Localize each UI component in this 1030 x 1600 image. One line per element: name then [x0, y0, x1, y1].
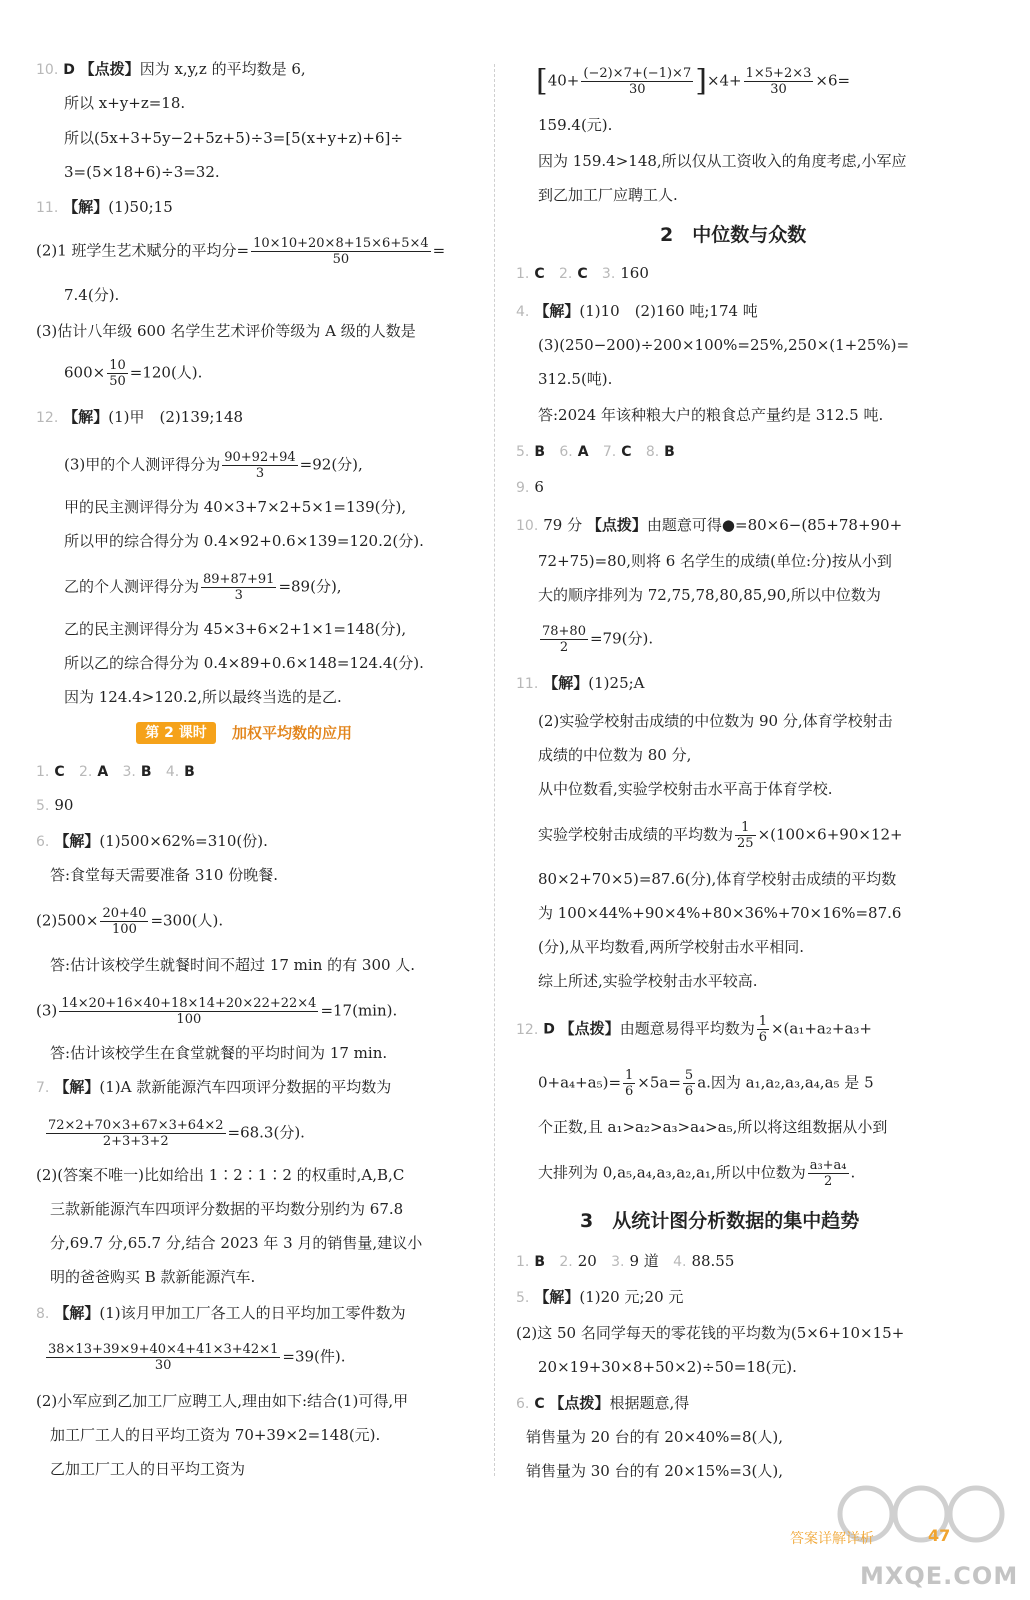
fraction: $\frac{78+80}{2}$ — [542, 624, 586, 655]
right-answer-row-3: 1. B 2. 20 3. 9 道 4. 88.55 — [516, 1252, 735, 1270]
q6-line-4: 答:估计该校学生就餐时间不超过 17 min 的有 300 人. — [50, 956, 416, 974]
q12-line-3: 甲的民主测评得分为 40×3+7×2+5×1=139(分), — [64, 498, 407, 516]
cont-line-1: [40+ $\frac{(-2)\times 7+(-1)\times 7}{30}$ ]×4+ $\frac{1\times 5+2\times 3}{30}$ ×6= — [536, 63, 851, 99]
q11-line-3: 7.4(分). — [64, 286, 120, 304]
r-q11-line-2: (2)实验学校射击成绩的中位数为 90 分,体育学校射击 — [538, 712, 893, 730]
lesson-title: 加权平均数的应用 — [232, 724, 353, 742]
fraction: $\frac{10\times 10+20\times 8+15\times 6+5\times 4}{50}$ — [253, 236, 429, 267]
q8-line-5: 乙加工厂工人的日平均工资为 — [50, 1460, 246, 1478]
watermark-text: MXQE.COM — [860, 1562, 1019, 1590]
r-q11-line-1: 11. 【解】(1)25;A — [516, 674, 645, 692]
r-q4-line-3: 312.5(吨). — [538, 370, 613, 388]
q12-line-8: 因为 124.4>120.2,所以最终当选的是乙. — [64, 688, 342, 706]
r-q6-line-3: 销售量为 30 台的有 20×15%=3(人), — [526, 1462, 783, 1480]
q11-line-2: (2)1 班学生艺术赋分的平均分= $\frac{10\times 10+20\times 8+15\times 6+5\times 4}{50}$ = — [36, 236, 446, 267]
q12-line-2: (3)甲的个人测评得分为 $\frac{90+92+94}{3}$ =92(分), — [64, 450, 363, 481]
r-q10-line-3: 大的顺序排列为 72,75,78,80,85,90,所以中位数为 — [538, 586, 881, 604]
q12-line-1: 12. 【解】(1)甲 (2)139;148 — [36, 408, 244, 426]
fraction: $\frac{\text{a₃+a₄}}{2}$ — [809, 1158, 847, 1189]
fraction: $\frac{1}{25}$ — [737, 820, 754, 851]
q8-line-4: 加工厂工人的日平均工资为 70+39×2=148(元). — [50, 1426, 381, 1444]
q7-line-2: $\frac{72\times 2+70\times 3+67\times 3+64\times 2}{2+3+3+2}$ =68.3(分). — [48, 1118, 305, 1149]
r-q4-line-1: 4. 【解】(1)10 (2)160 吨;174 吨 — [516, 302, 758, 320]
q11-line-5: 600× $\frac{10}{50}$ =120(人). — [64, 358, 203, 389]
q6-line-3: (2)500× $\frac{20+40}{100}$ =300(人). — [36, 906, 224, 937]
q5-line: 5. 90 — [36, 796, 74, 814]
q12-line-7: 所以乙的综合得分为 0.4×89+0.6×148=124.4(分). — [64, 654, 424, 672]
fraction: $\frac{10}{50}$ — [109, 358, 126, 389]
page-number: 47 — [928, 1526, 951, 1545]
q7-line-3: (2)(答案不唯一)比如给出 1∶2∶1∶2 的权重时,A,B,C — [36, 1166, 405, 1184]
r-q12-line-4: 大排列为 0,a₅,a₄,a₃,a₂,a₁,所以中位数为 $\frac{\text{a₃+a₄}}{2}$ . — [538, 1158, 856, 1189]
r-q5-line-1: 5. 【解】(1)20 元;20 元 — [516, 1288, 684, 1306]
right-answer-row-1: 1. C 2. C 3. 160 — [516, 264, 649, 282]
r-q11-line-6: 80×2+70×5)=87.6(分),体育学校射击成绩的平均数 — [538, 870, 897, 888]
fraction: $\frac{20+40}{100}$ — [102, 906, 147, 937]
q10-line-3: 所以(5x+3+5y−2+5z+5)÷3=[5(x+y+z)+6]÷ — [64, 129, 403, 147]
cont-line-3: 因为 159.4>148,所以仅从工资收入的角度考虑,小军应 — [538, 152, 907, 170]
lesson-badge: 第 2 课时 — [136, 722, 216, 744]
r-q11-line-9: 综上所述,实验学校射击水平较高. — [538, 972, 758, 990]
section-title-3: 3 从统计图分析数据的集中趋势 — [580, 1210, 860, 1232]
q8-line-1: 8. 【解】(1)该月甲加工厂各工人的日平均加工零件数为 — [36, 1304, 406, 1322]
q7-line-6: 明的爸爸购买 B 款新能源汽车. — [50, 1268, 256, 1286]
fraction: $\frac{1}{6}$ — [625, 1068, 634, 1099]
r-q9-line: 9. 6 — [516, 478, 544, 496]
q8-line-3: (2)小军应到乙加工厂应聘工人,理由如下:结合(1)可得,甲 — [36, 1392, 409, 1410]
r-q10-line-4: $\frac{78+80}{2}$ =79(分). — [542, 624, 654, 655]
r-q11-line-3: 成绩的中位数为 80 分, — [538, 746, 692, 764]
fraction: $\frac{1}{6}$ — [758, 1014, 767, 1045]
fraction: $\frac{38\times 13+39\times 9+40\times 4+41\times 3+42\times 1}{30}$ — [48, 1342, 279, 1373]
footer-label: 答案详解详析 — [790, 1531, 874, 1547]
q11-line-4: (3)估计八年级 600 名学生艺术评价等级为 A 级的人数是 — [36, 322, 416, 340]
q12-line-4: 所以甲的综合得分为 0.4×92+0.6×139=120.2(分). — [64, 532, 424, 550]
fraction: $\frac{(-2)\times 7+(-1)\times 7}{30}$ — [583, 66, 692, 97]
fraction: $\frac{5}{6}$ — [684, 1068, 694, 1099]
q7-line-1: 7. 【解】(1)A 款新能源汽车四项评分数据的平均数为 — [36, 1078, 392, 1096]
left-answer-row-1: 1. C 2. A 3. B 4. B — [36, 764, 195, 780]
q6-line-5: (3) $\frac{14\times 20+16\times 40+18\times 14+20\times 22+22\times 4}{100}$ =17(min). — [36, 996, 398, 1027]
section-title-2: 2 中位数与众数 — [660, 224, 807, 246]
q12-line-6: 乙的民主测评得分为 45×3+6×2+1×1=148(分), — [64, 620, 407, 638]
r-q4-line-4: 答:2024 年该种粮大户的粮食总产量约是 312.5 吨. — [538, 406, 884, 424]
r-q5-line-2: (2)这 50 名同学每天的零花钱的平均数为(5×6+10×15+ — [516, 1324, 905, 1342]
q6-line-6: 答:估计该校学生在食堂就餐的平均时间为 17 min. — [50, 1044, 388, 1062]
r-q11-line-5: 实验学校射击成绩的平均数为 $\frac{1}{25}$ ×(100×6+90×12+ — [538, 820, 903, 851]
fraction: $\frac{1\times 5+2\times 3}{30}$ — [745, 66, 812, 97]
cont-line-4: 到乙加工厂应聘工人. — [538, 186, 678, 204]
r-q11-line-8: (分),从平均数看,两所学校射击水平相同. — [538, 938, 805, 956]
r-q12-line-1: 12. D 【点拨】由题意易得平均数为 $\frac{1}{6}$ ×(a₁+a₂+a₃+ — [516, 1014, 872, 1045]
q12-line-5: 乙的个人测评得分为 $\frac{89+87+91}{3}$ =89(分), — [64, 572, 342, 603]
r-q4-line-2: (3)(250−200)÷200×100%=25%,250×(1+25%)= — [538, 336, 910, 354]
q10-line-1: 10. D 【点拨】因为 x,y,z 的平均数是 6, — [36, 60, 306, 78]
q6-line-2: 答:食堂每天需要准备 310 份晚餐. — [50, 866, 278, 884]
q8-line-2: $\frac{38\times 13+39\times 9+40\times 4+41\times 3+42\times 1}{30}$ =39(件). — [48, 1342, 346, 1373]
r-q6-line-1: 6. C 【点拨】根据题意,得 — [516, 1394, 690, 1412]
q6-line-1: 6. 【解】(1)500×62%=310(份). — [36, 832, 268, 850]
fraction: $\frac{14\times 20+16\times 40+18\times 14+20\times 22+22\times 4}{100}$ — [61, 996, 317, 1027]
fraction: $\frac{89+87+91}{3}$ — [203, 572, 275, 603]
r-q10-line-1: 10. 79 分 【点拨】由题意可得●=80×6−(85+78+90+ — [516, 516, 903, 534]
q10-line-2: 所以 x+y+z=18. — [64, 94, 186, 112]
r-q10-line-2: 72+75)=80,则将 6 名学生的成绩(单位:分)按从小到 — [538, 552, 892, 570]
r-q12-line-2: 0+a₄+a₅)= $\frac{1}{6}$ ×5a= $\frac{5}{6}$ a.因为 a₁,a₂,a₃,a₄,a₅ 是 5 — [538, 1068, 874, 1099]
column-divider — [494, 64, 495, 1476]
r-q11-line-7: 为 100×44%+90×4%+80×36%+70×16%=87.6 — [538, 904, 902, 922]
right-answer-row-2: 5. B 6. A 7. C 8. B — [516, 444, 675, 460]
cont-line-2: 159.4(元). — [538, 116, 613, 134]
r-q5-line-3: 20×19+30×8+50×2)÷50=18(元). — [538, 1358, 797, 1376]
q7-line-5: 分,69.7 分,65.7 分,结合 2023 年 3 月的销售量,建议小 — [50, 1234, 423, 1252]
fraction: $\frac{90+92+94}{3}$ — [224, 450, 296, 481]
q10-line-4: 3=(5×18+6)÷3=32. — [64, 163, 220, 181]
q7-line-4: 三款新能源汽车四项评分数据的平均数分别约为 67.8 — [50, 1200, 404, 1218]
r-q6-line-2: 销售量为 20 台的有 20×40%=8(人), — [526, 1428, 783, 1446]
fraction: $\frac{72\times 2+70\times 3+67\times 3+64\times 2}{2+3+3+2}$ — [48, 1118, 224, 1149]
r-q12-line-3: 个正数,且 a₁>a₂>a₃>a₄>a₅,所以将这组数据从小到 — [538, 1118, 888, 1136]
q11-line-1: 11. 【解】(1)50;15 — [36, 198, 173, 216]
r-q11-line-4: 从中位数看,实验学校射击水平高于体育学校. — [538, 780, 833, 798]
